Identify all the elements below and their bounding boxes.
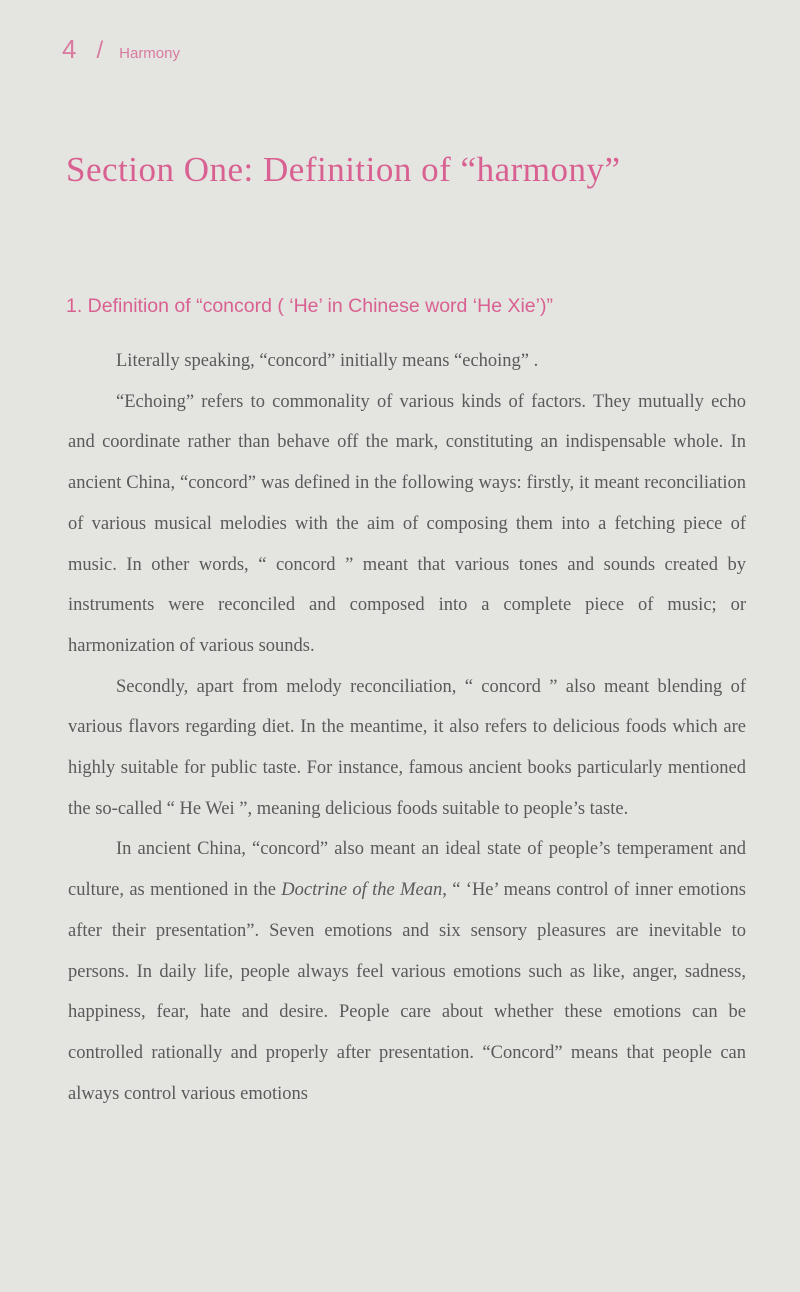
page-header (62, 34, 180, 68)
subsection-title: 1. Definition of “concord ( ‘He’ in Chinese word ‘He Xie’)” (66, 295, 553, 317)
body-text (68, 341, 746, 1114)
paragraph-4-part-2: , “ ‘He’ means control of inner emotions after their presentation”. Seven emotions and six sensory pleasures are inevitable to persons. In daily life, people always feel various emotions such as like, anger, sadness, happiness, fear, hate and desire. People care about whether these emotions can be controlled rationally and properly after presentation. “Concord” means that people can always control various emotions (68, 880, 747, 1104)
paragraph-3: Secondly, apart from melody reconciliation, “ concord ” also meant blending of various flavors regarding diet. In the meantime, it also refers to delicious foods which are highly suitable for public taste. For instance, famous ancient books particularly mentioned the so-called “ He Wei ”, meaning delicious foods suitable to people’s taste. (68, 676, 746, 819)
book-title-doctrine-of-the-mean: Doctrine of the Mean (281, 880, 443, 901)
page-number: 4 (62, 34, 77, 64)
running-title: Harmony (119, 45, 180, 62)
paragraph-4 (68, 829, 746, 1114)
paragraph-2: “Echoing” refers to commonality of various kinds of factors. They mutually echo and coordinate rather than behave off the mark, constituting an indispensable whole. In ancient China, “concord” was defined in the following ways: firstly, it meant reconciliation of various musical melodies with the aim of composing them into a fetching piece of music. In other words, “ concord ” meant that various tones and sounds created by instruments were reconciled and composed into a complete piece of music; or harmonization of various sounds. (68, 391, 746, 656)
section-title: Section One: Definition of “harmony” (66, 150, 621, 189)
paragraph-1: Literally speaking, “concord” initially means “echoing” . (116, 351, 539, 371)
header-separator: / (96, 37, 104, 64)
paragraph-4-part-1: In ancient China, “concord” also meant an ideal state of people’s temperament and culture, as mentioned in the (68, 839, 746, 901)
